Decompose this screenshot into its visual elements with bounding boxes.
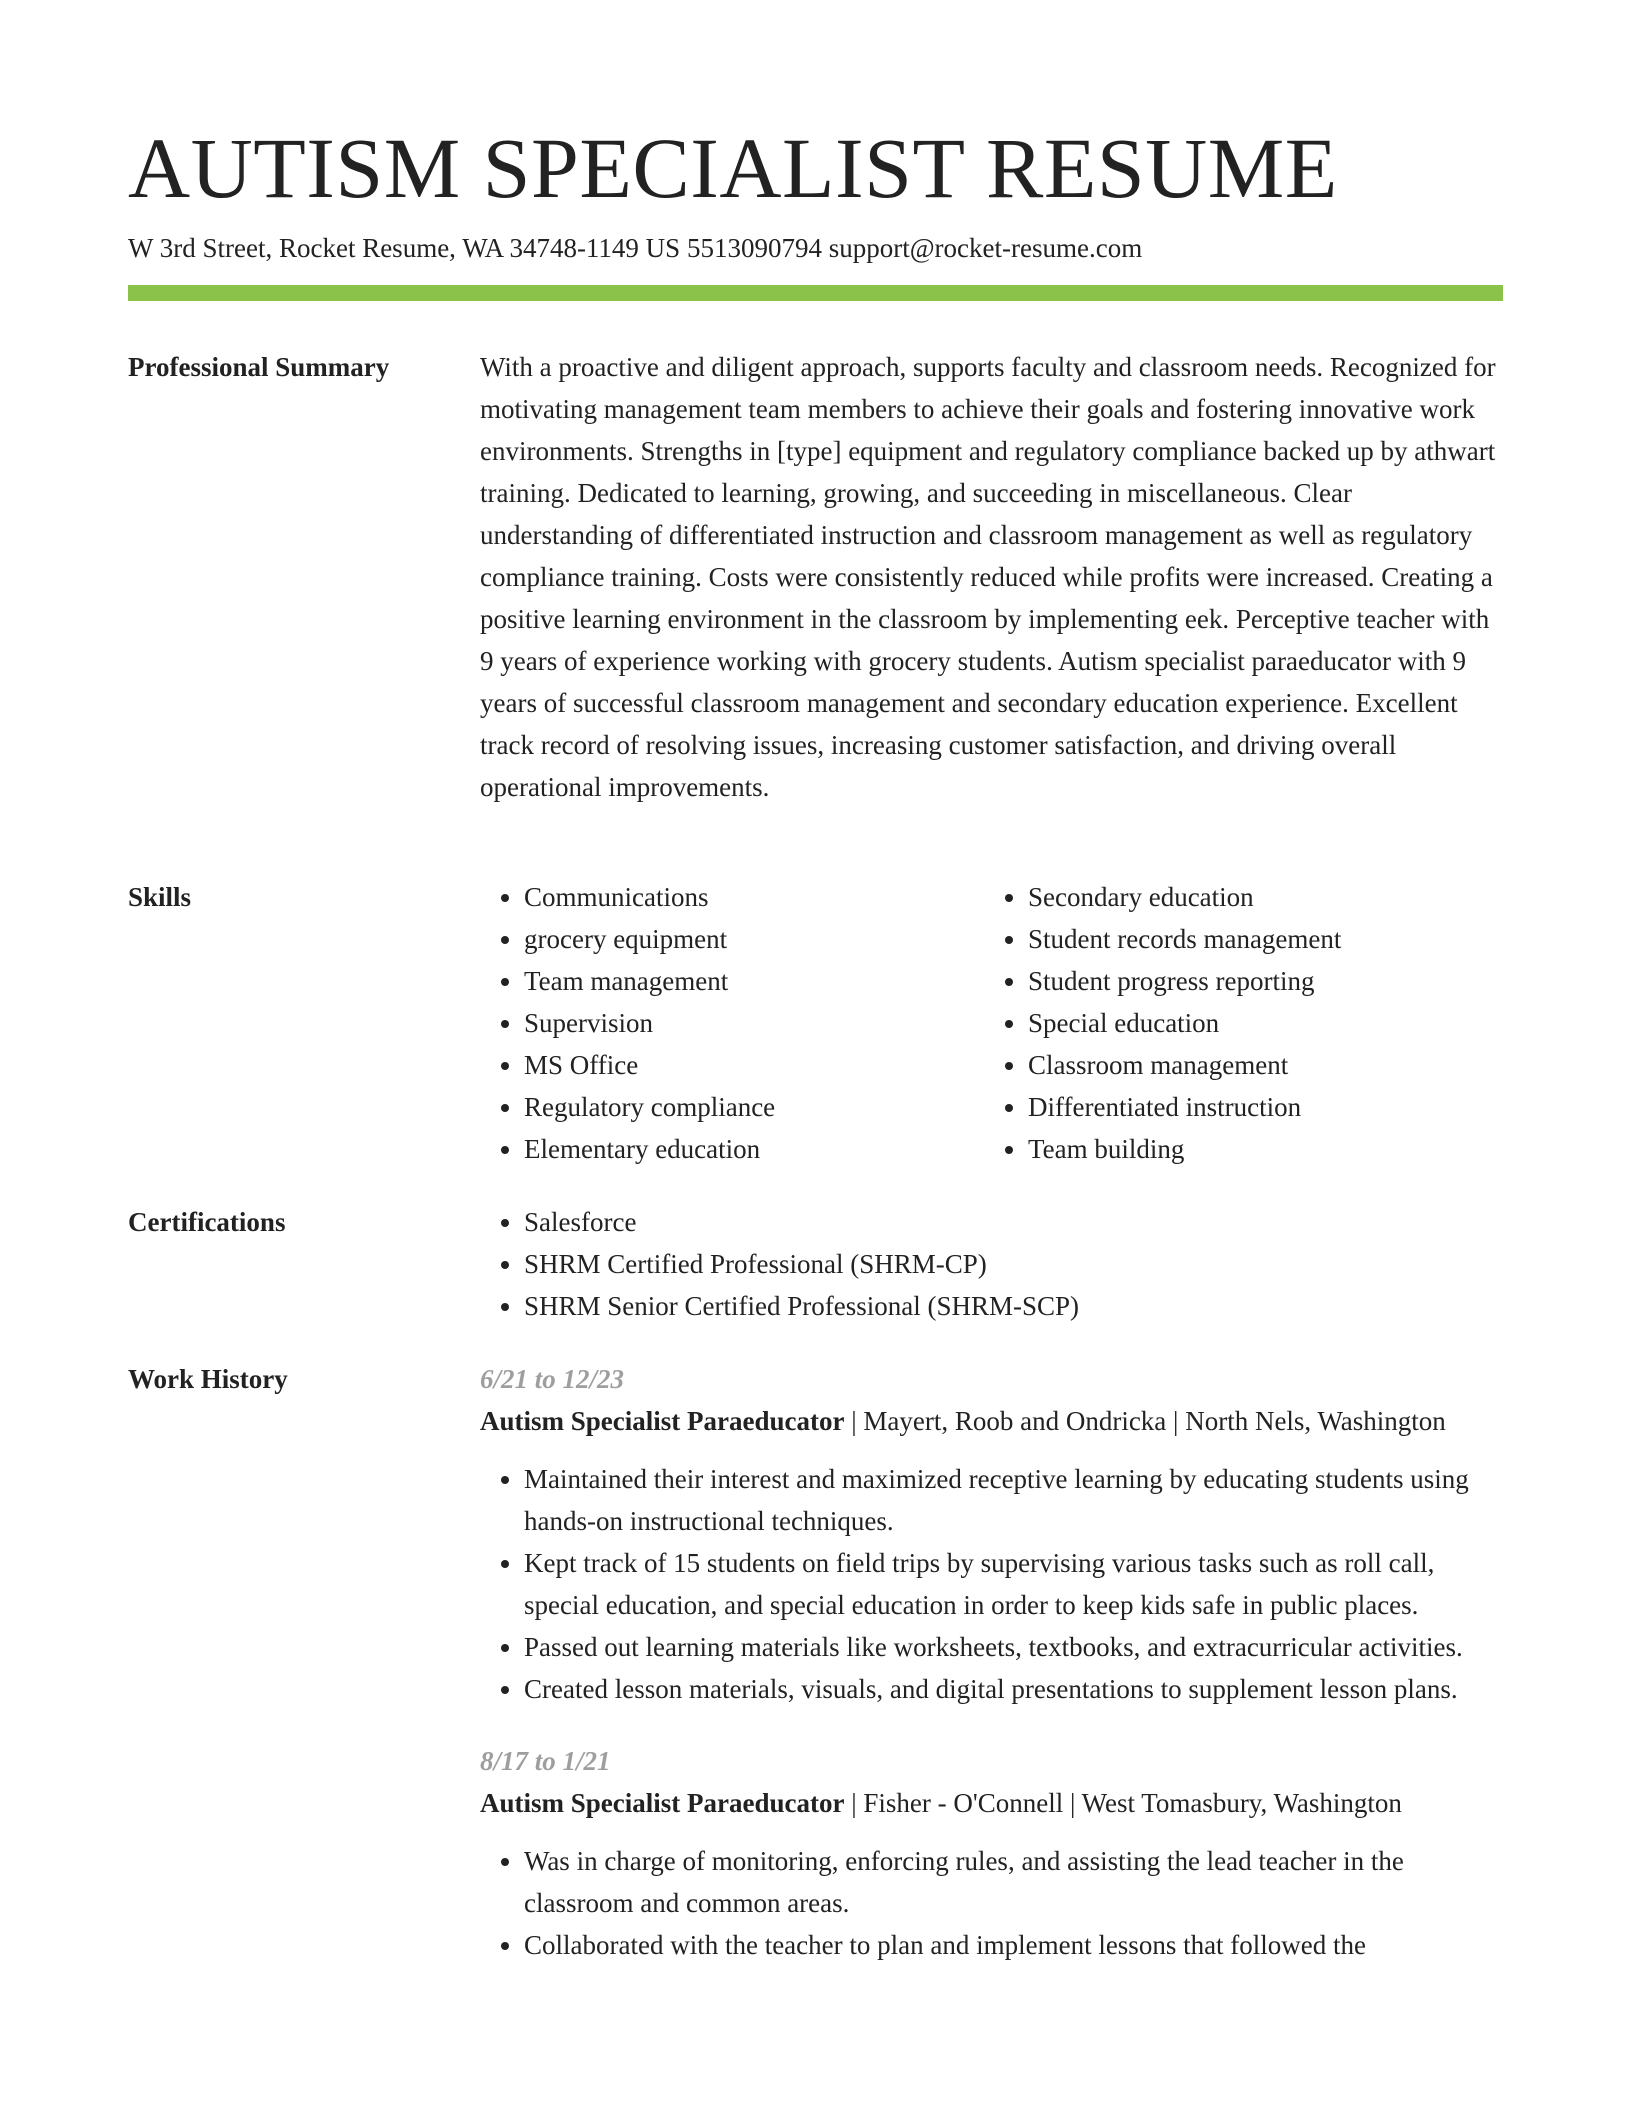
job-bullet: • Kept track of 15 students on field trips by supervising various tasks such as roll call, special education, and special education in order to keep kids safe in public places. xyxy=(524,1542,1503,1626)
contact-line: W 3rd Street, Rocket Resume, WA 34748-1149 US 5513090794 support@rocket-resume.com xyxy=(128,233,1143,263)
skill-item: • MS Office xyxy=(524,1044,984,1086)
resume-title: AUTISM SPECIALIST RESUME xyxy=(128,120,1338,216)
certifications-body xyxy=(480,1201,1503,1327)
skills-column-left xyxy=(480,876,984,1170)
job-entry xyxy=(480,1740,1503,1966)
skill-item: • Differentiated instruction xyxy=(1028,1086,1488,1128)
job-employer-location: | Fisher - O'Connell | West Tomasbury, Washington xyxy=(844,1788,1402,1818)
job-title: Autism Specialist Paraeducator xyxy=(480,1406,845,1436)
skill-item: • Special education xyxy=(1028,1002,1488,1044)
skill-item: • Secondary education xyxy=(1028,876,1488,918)
job-bullet: • Was in charge of monitoring, enforcing rules, and assisting the lead teacher in the classroom and common areas. xyxy=(524,1840,1503,1924)
skills-heading: Skills xyxy=(128,882,192,912)
certification-item: • SHRM Certified Professional (SHRM-CP) xyxy=(524,1243,1503,1285)
skills-body xyxy=(480,876,1503,1170)
skill-item: • Elementary education xyxy=(524,1128,984,1170)
job-bullet: • Collaborated with the teacher to plan and implement lessons that followed the xyxy=(524,1924,1503,1966)
skill-item: • Communications xyxy=(524,876,984,918)
skills-column-right xyxy=(984,876,1488,1170)
skill-item: • Team management xyxy=(524,960,984,1002)
certifications-heading: Certifications xyxy=(128,1207,286,1237)
job-dates: 8/17 to 1/21 xyxy=(480,1746,611,1776)
header-divider xyxy=(128,285,1503,301)
skill-item: • Student records management xyxy=(1028,918,1488,960)
skill-item: • grocery equipment xyxy=(524,918,984,960)
job-dates: 6/21 to 12/23 xyxy=(480,1364,625,1394)
skill-item: • Team building xyxy=(1028,1128,1488,1170)
job-heading xyxy=(480,1782,1503,1824)
skill-item: • Regulatory compliance xyxy=(524,1086,984,1128)
summary-text: With a proactive and diligent approach, supports faculty and classroom needs. Recognized for motivating management team members to achieve their goals and fostering innovative work environments. Strengths in [type] equipment and regulatory compliance backed up by athwart training. Dedicated to learning, growing, and succeeding in miscellaneous. Clear understanding of differentiated instruction and classroom management as well as regulatory compliance training. Costs were consistently reduced while profits were increased. Creating a positive learning environment in the classroom by implementing eek. Perceptive teacher with 9 years of experience working with grocery students. Autism specialist paraeducator with 9 years of successful classroom management and secondary education experience. Excellent track record of resolving issues, increasing customer satisfaction, and driving overall operational improvements. xyxy=(480,352,1496,802)
skill-item: • Classroom management xyxy=(1028,1044,1488,1086)
job-entry xyxy=(480,1358,1503,1710)
certification-item: • Salesforce xyxy=(524,1201,1503,1243)
certification-item: • SHRM Senior Certified Professional (SHRM-SCP) xyxy=(524,1285,1503,1327)
work-history-body xyxy=(480,1358,1503,1996)
job-bullet: • Maintained their interest and maximized receptive learning by educating students using hands-on instructional techniques. xyxy=(524,1458,1503,1542)
job-heading xyxy=(480,1400,1503,1442)
job-title: Autism Specialist Paraeducator xyxy=(480,1788,845,1818)
job-bullet: • Passed out learning materials like worksheets, textbooks, and extracurricular activities. xyxy=(524,1626,1503,1668)
summary-body xyxy=(480,346,1503,808)
skill-item: • Supervision xyxy=(524,1002,984,1044)
summary-heading: Professional Summary xyxy=(128,352,390,382)
work-history-heading: Work History xyxy=(128,1364,288,1394)
skill-item: • Student progress reporting xyxy=(1028,960,1488,1002)
job-bullet: • Created lesson materials, visuals, and digital presentations to supplement lesson plans. xyxy=(524,1668,1503,1710)
job-employer-location: | Mayert, Roob and Ondricka | North Nels, Washington xyxy=(844,1406,1446,1436)
